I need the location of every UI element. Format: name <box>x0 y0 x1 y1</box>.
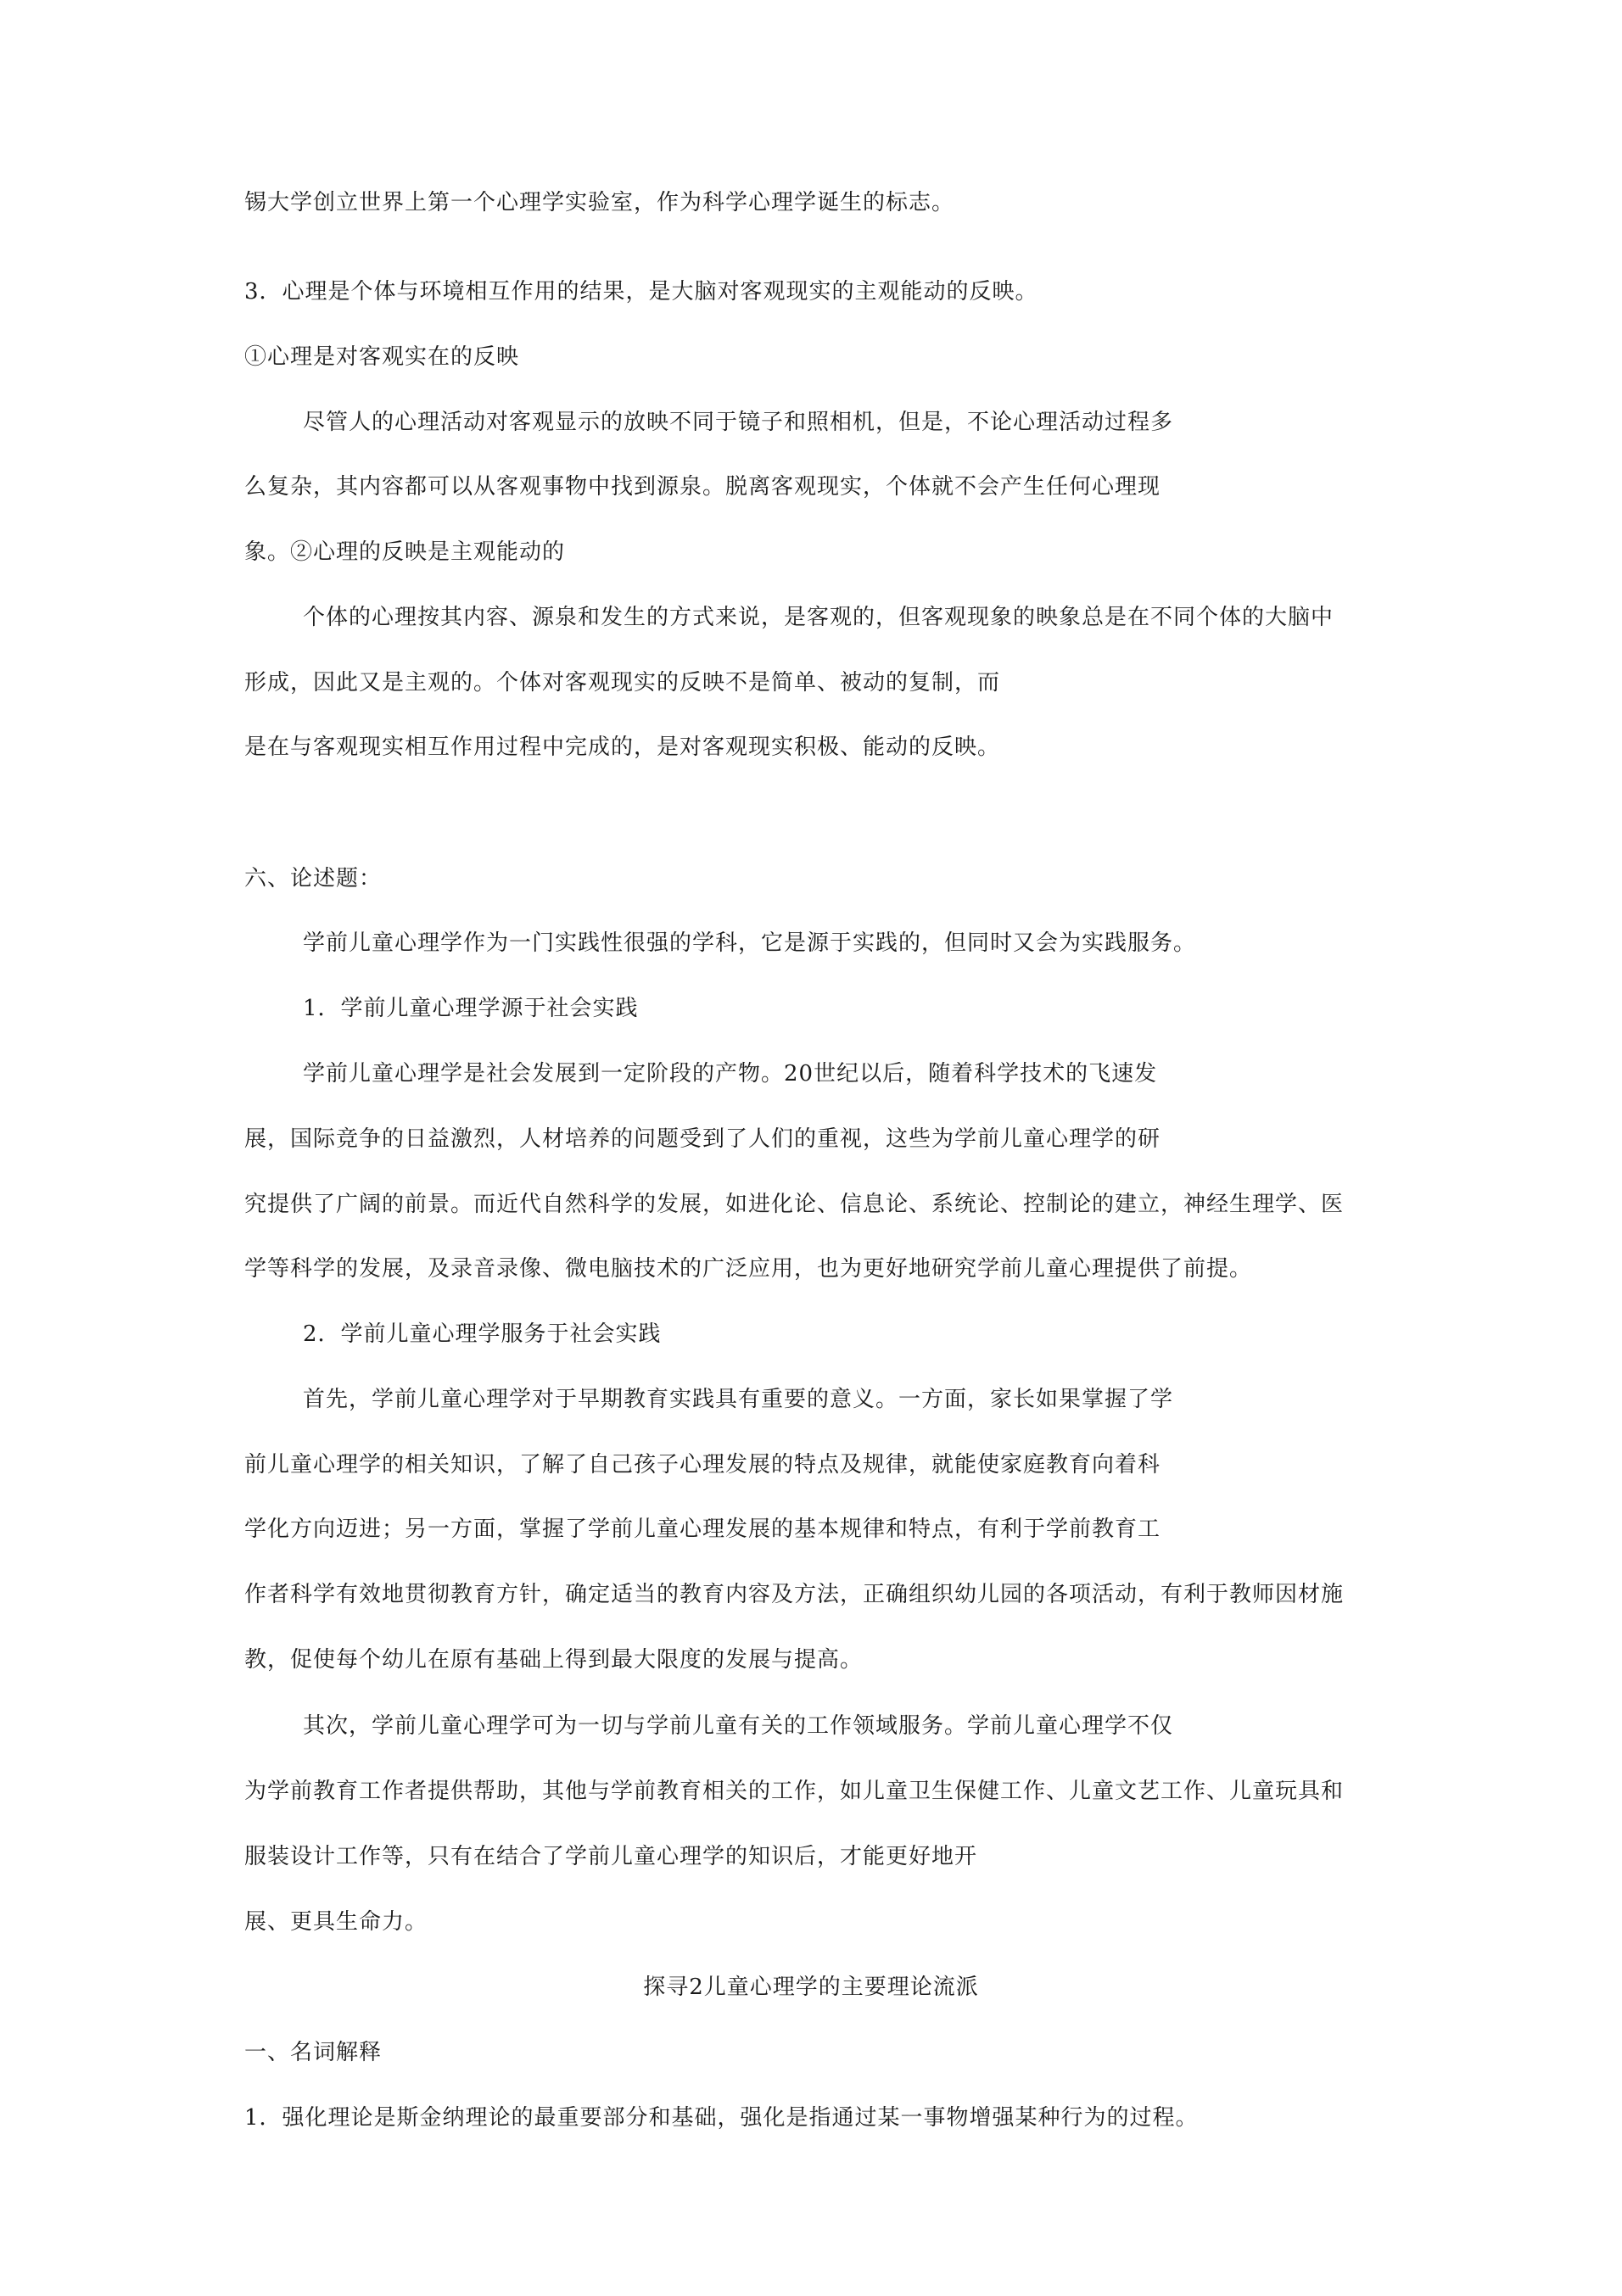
sub-point-heading-1: ①心理是对客观实在的反映 <box>244 344 520 370</box>
paragraph-line: 服装设计工作等，只有在结合了学前儿童心理学的知识后，才能更好地开 <box>244 1844 978 1869</box>
paragraph-line: 展、更具生命力。 <box>244 1909 428 1935</box>
paragraph-line: 象。②心理的反映是主观能动的 <box>244 539 566 565</box>
section-heading-essay: 六、论述题： <box>244 866 383 891</box>
paragraph-line: 展，国际竞争的日益激烈，人材培养的问题受到了人们的重视，这些为学前儿童心理学的研 <box>244 1126 1161 1152</box>
paragraph-line: 么复杂，其内容都可以从客观事物中找到源泉。脱离客观现实，个体就不会产生任何心理现 <box>244 474 1161 500</box>
paragraph-line: 学化方向迈进；另一方面，掌握了学前儿童心理发展的基本规律和特点，有利于学前教育工 <box>244 1517 1161 1542</box>
paragraph-line: 教，促使每个幼儿在原有基础上得到最大限度的发展与提高。 <box>244 1647 864 1673</box>
paragraph-line: 首先，学前儿童心理学对于早期教育实践具有重要的意义。一方面，家长如果掌握了学 <box>303 1387 1174 1412</box>
paragraph-line: 形成，因此又是主观的。个体对客观现实的反映不是简单、被动的复制，而 <box>244 670 1001 696</box>
numbered-point-1: 1．强化理论是斯金纳理论的最重要部分和基础，强化是指通过某一事物增强某种行为的过程。 <box>244 2105 1199 2131</box>
text-line-1: 锡大学创立世界上第一个心理学实验室，作为科学心理学诞生的标志。 <box>244 190 955 215</box>
chapter-title: 探寻2儿童心理学的主要理论流派 <box>643 1975 979 2000</box>
section-heading-terms: 一、名词解释 <box>244 2040 383 2065</box>
numbered-heading-1: 1．学前儿童心理学源于社会实践 <box>303 996 639 1021</box>
paragraph-line: 其次，学前儿童心理学可为一切与学前儿童有关的工作领域服务。学前儿童心理学不仅 <box>303 1713 1174 1739</box>
paragraph-line: 作者科学有效地贯彻教育方针，确定适当的教育内容及方法，正确组织幼儿园的各项活动，有利于教师因材施 <box>244 1582 1345 1607</box>
paragraph-line: 前儿童心理学的相关知识，了解了自己孩子心理发展的特点及规律，就能使家庭教育向着科 <box>244 1452 1161 1478</box>
numbered-heading-2: 2．学前儿童心理学服务于社会实践 <box>303 1321 662 1347</box>
paragraph-line: 为学前教育工作者提供帮助，其他与学前教育相关的工作，如儿童卫生保健工作、儿童文艺工作、儿童玩具和 <box>244 1779 1345 1804</box>
paragraph-line: 个体的心理按其内容、源泉和发生的方式来说，是客观的，但客观现象的映象总是在不同个体的大脑中 <box>303 605 1334 630</box>
numbered-point-3: 3．心理是个体与环境相互作用的结果，是大脑对客观现实的主观能动的反映。 <box>244 279 1038 304</box>
paragraph-line: 学等科学的发展，及录音录像、微电脑技术的广泛应用，也为更好地研究学前儿童心理提供了前提。 <box>244 1256 1253 1282</box>
paragraph-line: 学前儿童心理学是社会发展到一定阶段的产物。20世纪以后，随着科学技术的飞速发 <box>303 1061 1158 1087</box>
paragraph-line: 学前儿童心理学作为一门实践性很强的学科，它是源于实践的，但同时又会为实践服务。 <box>303 930 1197 956</box>
paragraph-line: 尽管人的心理活动对客观显示的放映不同于镜子和照相机，但是，不论心理活动过程多 <box>303 410 1174 435</box>
paragraph-line: 究提供了广阔的前景。而近代自然科学的发展，如进化论、信息论、系统论、控制论的建立，神经生理学、医 <box>244 1192 1345 1217</box>
paragraph-line: 是在与客观现实相互作用过程中完成的，是对客观现实积极、能动的反映。 <box>244 735 1001 760</box>
